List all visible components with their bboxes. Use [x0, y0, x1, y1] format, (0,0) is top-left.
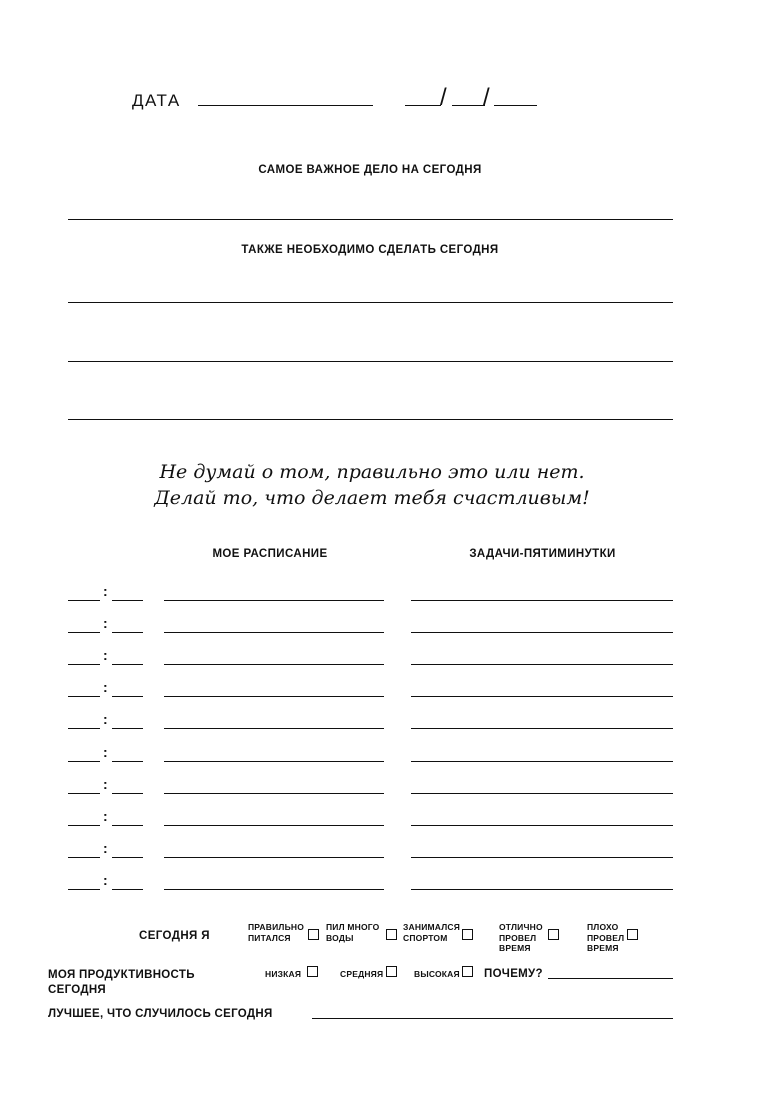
schedule-entry-line[interactable]: [164, 889, 384, 890]
today-item-label: [403, 922, 460, 943]
task-entry-line[interactable]: [411, 696, 673, 697]
schedule-minute-field[interactable]: [112, 728, 143, 729]
today-item-checkbox[interactable]: [386, 929, 397, 940]
schedule-entry-line[interactable]: [164, 728, 384, 729]
time-colon: :: [103, 776, 108, 792]
also-needed-line-1[interactable]: [68, 302, 673, 303]
schedule-minute-field[interactable]: [112, 889, 143, 890]
date-separator-1: /: [440, 84, 447, 111]
today-item-label-line3: ВРЕМЯ: [587, 943, 619, 953]
task-entry-line[interactable]: [411, 793, 673, 794]
quote-line-1: Не думай о том, правильно это или нет.: [159, 461, 585, 483]
schedule-entry-line[interactable]: [164, 857, 384, 858]
schedule-hour-field[interactable]: [68, 600, 100, 601]
task-entry-line[interactable]: [411, 600, 673, 601]
schedule-hour-field[interactable]: [68, 664, 100, 665]
time-colon: :: [103, 840, 108, 856]
schedule-minute-field[interactable]: [112, 696, 143, 697]
time-colon: :: [103, 583, 108, 599]
today-label: СЕГОДНЯ Я: [139, 930, 210, 942]
today-item-checkbox[interactable]: [462, 929, 473, 940]
tasks-heading: ЗАДАЧИ-ПЯТИМИНУТКИ: [469, 548, 616, 560]
also-needed-line-2[interactable]: [68, 361, 673, 362]
date-year-field[interactable]: [494, 105, 537, 106]
schedule-entry-line[interactable]: [164, 696, 384, 697]
time-colon: :: [103, 679, 108, 695]
schedule-hour-field[interactable]: [68, 728, 100, 729]
productivity-label-line-2: СЕГОДНЯ: [48, 984, 106, 996]
schedule-minute-field[interactable]: [112, 793, 143, 794]
time-colon: :: [103, 872, 108, 888]
schedule-minute-field[interactable]: [112, 825, 143, 826]
also-needed-heading: ТАКЖЕ НЕОБХОДИМО СДЕЛАТЬ СЕГОДНЯ: [241, 244, 499, 256]
schedule-entry-line[interactable]: [164, 632, 384, 633]
schedule-entry-line[interactable]: [164, 761, 384, 762]
task-entry-line[interactable]: [411, 632, 673, 633]
quote-line-2: Делай то, что делает тебя счастливым!: [154, 487, 590, 509]
date-separator-2: /: [483, 84, 490, 111]
most-important-heading: САМОЕ ВАЖНОЕ ДЕЛО НА СЕГОДНЯ: [258, 164, 482, 176]
best-label: ЛУЧШЕЕ, ЧТО СЛУЧИЛОСЬ СЕГОДНЯ: [48, 1008, 273, 1020]
task-entry-line[interactable]: [411, 664, 673, 665]
time-colon: :: [103, 647, 108, 663]
schedule-minute-field[interactable]: [112, 761, 143, 762]
schedule-hour-field[interactable]: [68, 889, 100, 890]
schedule-hour-field[interactable]: [68, 825, 100, 826]
task-entry-line[interactable]: [411, 825, 673, 826]
today-item-label-line2: ПРОВЕЛ: [499, 932, 537, 943]
today-item-label-line3: ВРЕМЯ: [499, 943, 531, 953]
date-month-field[interactable]: [452, 105, 485, 106]
productivity-high-checkbox[interactable]: [462, 966, 473, 977]
productivity-low-label: НИЗКАЯ: [265, 969, 302, 979]
time-colon: :: [103, 711, 108, 727]
today-item-label-line2: ПИТАЛСЯ: [248, 932, 291, 943]
task-entry-line[interactable]: [411, 728, 673, 729]
today-item-label-line1: ОТЛИЧНО: [499, 922, 543, 932]
schedule-entry-line[interactable]: [164, 825, 384, 826]
productivity-medium-checkbox[interactable]: [386, 966, 397, 977]
today-item-label-line2: ВОДЫ: [326, 932, 354, 943]
why-label: ПОЧЕМУ?: [484, 968, 543, 980]
productivity-label-line-1: МОЯ ПРОДУКТИВНОСТЬ: [48, 969, 195, 981]
also-needed-line-3[interactable]: [68, 419, 673, 420]
time-colon: :: [103, 615, 108, 631]
schedule-entry-line[interactable]: [164, 664, 384, 665]
today-item-checkbox[interactable]: [627, 929, 638, 940]
schedule-hour-field[interactable]: [68, 761, 100, 762]
schedule-minute-field[interactable]: [112, 857, 143, 858]
schedule-hour-field[interactable]: [68, 696, 100, 697]
schedule-minute-field[interactable]: [112, 600, 143, 601]
today-item-label-line1: ЗАНИМАЛСЯ: [403, 922, 461, 932]
productivity-high-label: ВЫСОКАЯ: [414, 969, 460, 979]
schedule-hour-field[interactable]: [68, 857, 100, 858]
schedule-minute-field[interactable]: [112, 632, 143, 633]
task-entry-line[interactable]: [411, 889, 673, 890]
best-line[interactable]: [312, 1018, 673, 1019]
today-item-label-line2: ПРОВЕЛ: [587, 932, 625, 943]
schedule-minute-field[interactable]: [112, 664, 143, 665]
today-item-label: [499, 922, 543, 954]
schedule-heading: МОЕ РАСПИСАНИЕ: [212, 548, 328, 560]
today-item-checkbox[interactable]: [308, 929, 319, 940]
date-day-field[interactable]: [405, 105, 441, 106]
task-entry-line[interactable]: [411, 761, 673, 762]
today-item-label-line2: СПОРТОМ: [403, 932, 448, 943]
productivity-label: [48, 968, 195, 998]
today-item-label-line1: ПИЛ МНОГО: [326, 922, 380, 932]
today-item-label: [587, 922, 624, 954]
productivity-low-checkbox[interactable]: [307, 966, 318, 977]
schedule-hour-field[interactable]: [68, 632, 100, 633]
time-colon: :: [103, 808, 108, 824]
today-item-label: [326, 922, 380, 943]
task-entry-line[interactable]: [411, 857, 673, 858]
schedule-entry-line[interactable]: [164, 793, 384, 794]
today-item-label: [248, 922, 304, 943]
productivity-medium-label: СРЕДНЯЯ: [340, 969, 384, 979]
schedule-entry-line[interactable]: [164, 600, 384, 601]
schedule-hour-field[interactable]: [68, 793, 100, 794]
date-label: ДАТА: [132, 91, 181, 110]
why-line[interactable]: [548, 978, 673, 979]
time-colon: :: [103, 744, 108, 760]
today-item-label-line1: ПРАВИЛЬНО: [248, 922, 305, 932]
most-important-line[interactable]: [68, 219, 673, 220]
date-text-field[interactable]: [198, 105, 373, 106]
today-item-checkbox[interactable]: [548, 929, 559, 940]
today-item-label-line1: ПЛОХО: [587, 922, 619, 932]
